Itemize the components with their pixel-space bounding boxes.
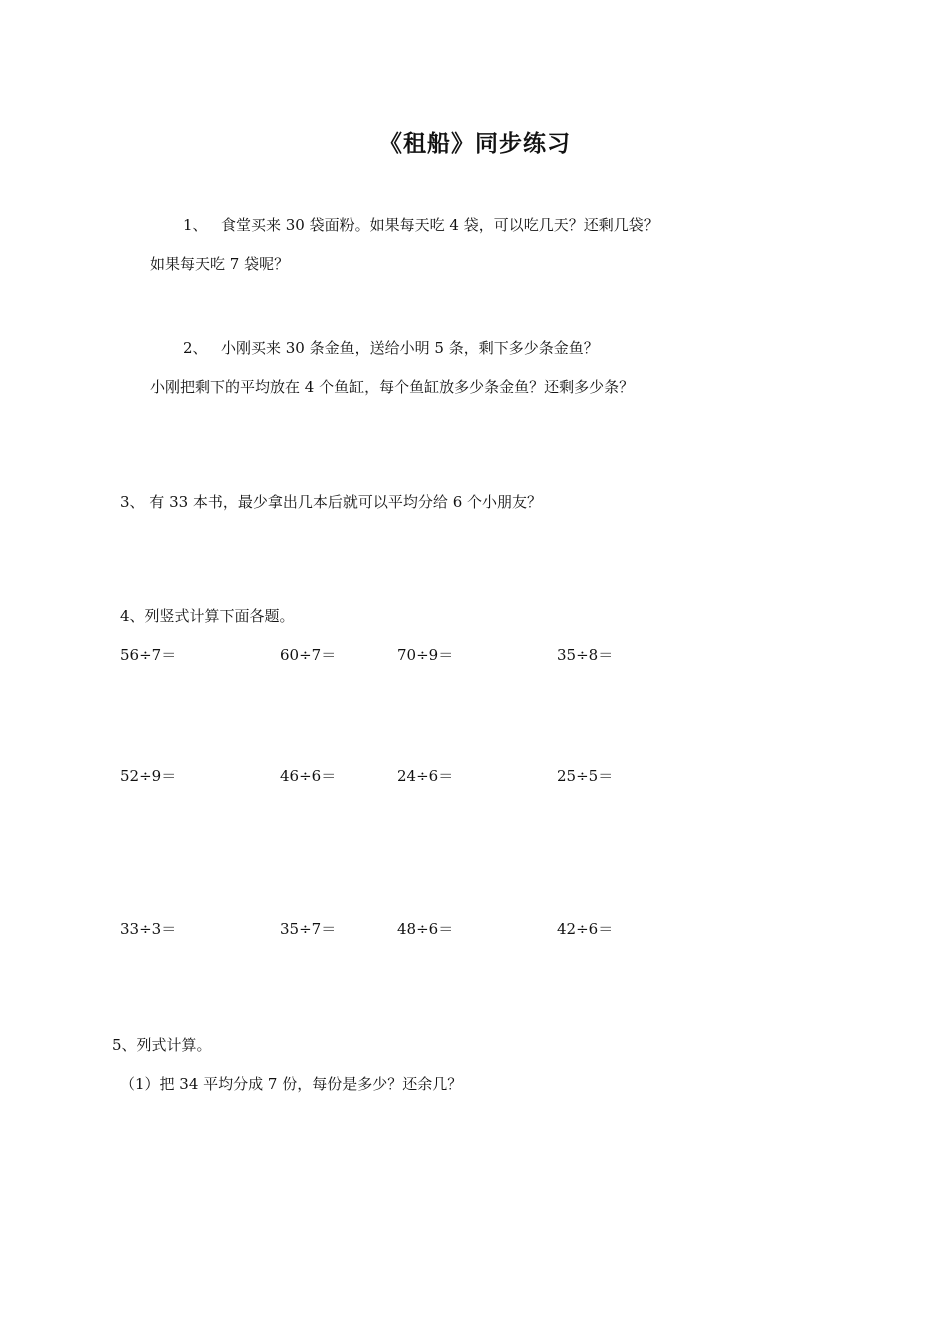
question-2-text: 小刚买来 30 条金鱼，送给小明 5 条，剩下多少条金鱼？ [221, 339, 599, 357]
calc-r2-c4: 25÷5＝ [557, 767, 614, 785]
calc-r3-c3: 48÷6＝ [397, 920, 454, 938]
page-title: 《租船》同步练习 [379, 131, 571, 157]
calc-r2-c1: 52÷9＝ [120, 767, 177, 785]
question-5-heading: 5、列式计算。 [112, 1036, 212, 1054]
calc-r1-c1: 56÷7＝ [120, 646, 177, 664]
question-1-line-2: 如果每天吃 7 袋呢？ [150, 255, 290, 273]
question-2-line-2: 小刚把剩下的平均放在 4 个鱼缸，每个鱼缸放多少条金鱼？还剩多少条？ [150, 378, 635, 396]
calc-r1-c4: 35÷8＝ [557, 646, 614, 664]
calc-r3-c1: 33÷3＝ [120, 920, 177, 938]
calc-r2-c3: 24÷6＝ [397, 767, 454, 785]
question-1-text: 食堂买来 30 袋面粉。如果每天吃 4 袋，可以吃几天？还剩几袋？ [221, 216, 659, 234]
question-3-text: 3、 有 33 本书，最少拿出几本后就可以平均分给 6 个小朋友？ [120, 493, 543, 511]
question-4-heading: 4、列竖式计算下面各题。 [120, 607, 295, 625]
calc-r3-c4: 42÷6＝ [557, 920, 614, 938]
calc-r1-c2: 60÷7＝ [280, 646, 337, 664]
question-5-sub-1: （1）把 34 平均分成 7 份，每份是多少？还余几？ [120, 1075, 463, 1093]
question-2-number: 2、 [183, 339, 208, 357]
calc-r3-c2: 35÷7＝ [280, 920, 337, 938]
calc-r1-c3: 70÷9＝ [397, 646, 454, 664]
question-1-line-1 [183, 215, 659, 235]
question-2-line-1 [183, 338, 599, 358]
question-1-number: 1、 [183, 216, 208, 234]
calc-r2-c2: 46÷6＝ [280, 767, 337, 785]
